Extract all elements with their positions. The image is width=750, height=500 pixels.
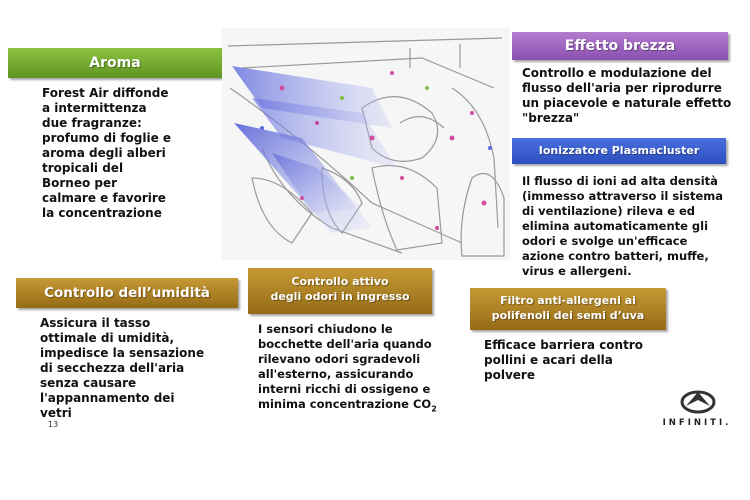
odori-header: [248, 268, 432, 314]
filtro-description: Efficace barriera contro pollini e acari della polvere: [484, 338, 643, 382]
aroma-description: Forest Air diffonde a intermittenza due fragranze: profumo di foglie e aroma degli alberi tropicali del Borneo per calmare e favorire la concentrazione: [42, 86, 172, 220]
infiniti-logo: [652, 388, 742, 434]
filtro-header-line2: polifenoli dei semi d’uva: [491, 309, 645, 322]
odori-body: I sensori chiudono le bocchette dell'aria quando rilevano odori sgradevoli all'esterno, assicurando interni ricchi di ossigeno e minima concentrazione: [258, 322, 432, 411]
aroma-header: Aroma: [8, 48, 222, 78]
ionizzatore-header: Ionizzatore Plasmacluster: [512, 138, 726, 164]
page-number: 13: [48, 420, 59, 429]
odori-description: [258, 322, 437, 416]
ionizzatore-description: Il flusso di ioni ad alta densità (immesso attraverso il sistema di ventilazione) rileva e ed elimina automaticamente gli odori e svolge un'efficace azione contro batteri, muffe, virus e allergeni.: [522, 174, 724, 278]
brezza-header: Effetto brezza: [512, 32, 728, 60]
car-interior-illustration: [222, 28, 510, 260]
odori-header-line2: degli odori in ingresso: [270, 290, 410, 303]
filtro-header: [470, 288, 666, 330]
co2-formula: $CO_2$: [412, 397, 437, 414]
infiniti-emblem-icon: [680, 388, 716, 414]
filtro-header-line1: Filtro anti-allergeni ai: [500, 294, 636, 307]
umidita-header: Controllo dell’umidità: [16, 278, 238, 308]
umidita-description: Assicura il tasso ottimale di umidità, impedisce la sensazione di secchezza dell'aria senza causare l'appannamento dei vetri: [40, 316, 205, 420]
odori-header-line1: Controllo attivo: [291, 275, 389, 288]
brand-wordmark: INFINITI.: [662, 418, 732, 428]
brezza-description: Controllo e modulazione del flusso dell'aria per riprodurre un piacevole e naturale effetto "brezza": [522, 66, 732, 125]
